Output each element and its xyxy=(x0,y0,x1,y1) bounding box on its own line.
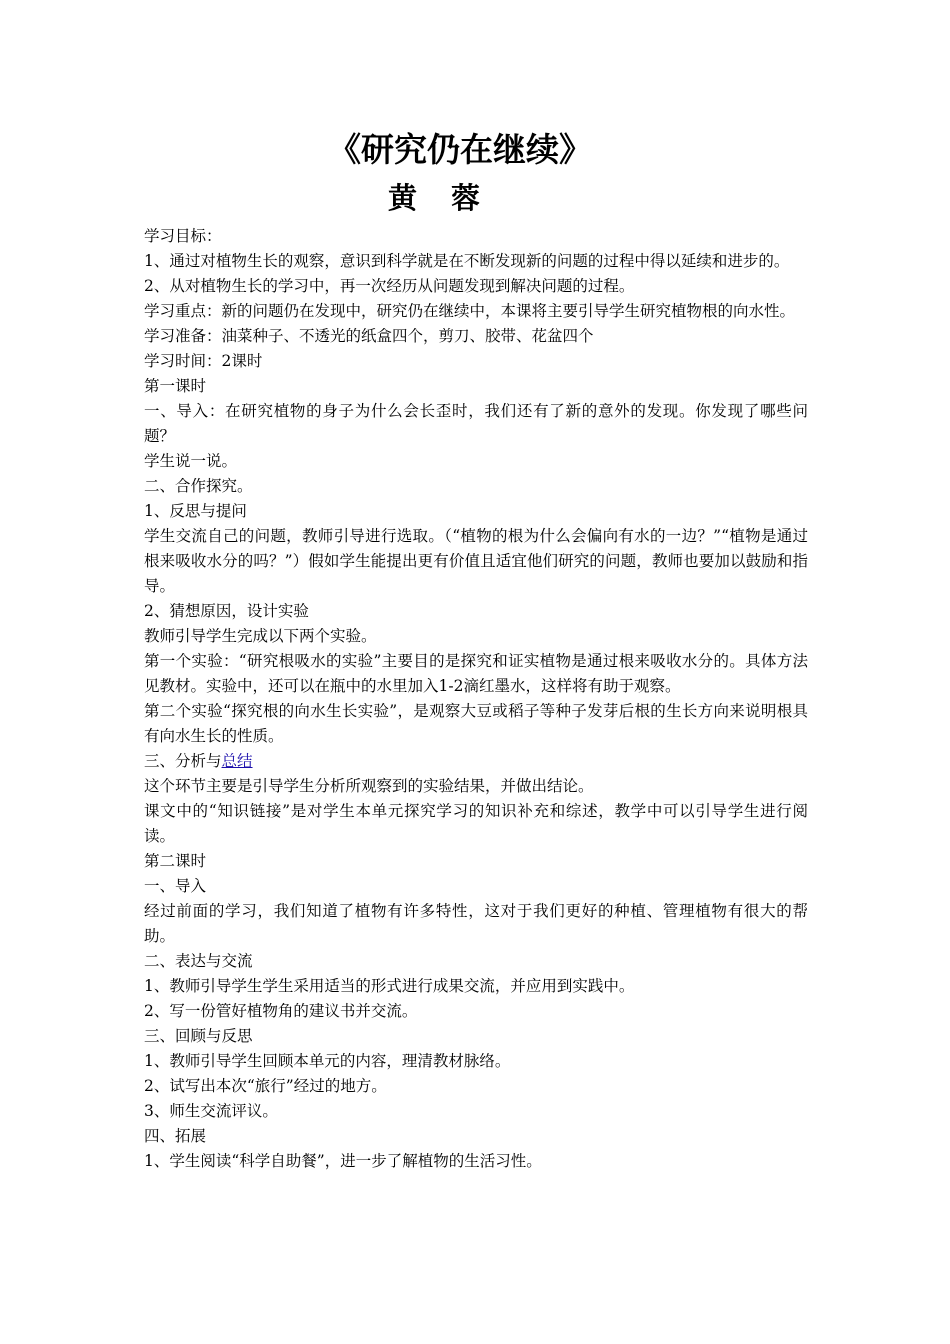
analysis-prefix: 三、分析与 xyxy=(144,752,222,770)
paragraph-intro-2-detail: 经过前面的学习，我们知道了植物有许多特性，这对于我们更好的种植、管理植物有很大的帮助。 xyxy=(144,902,808,945)
paragraph-exchange-2: 2、写一份管好植物角的建议书并交流。 xyxy=(144,1002,418,1020)
paragraph-duration: 学习时间：2课时 xyxy=(144,352,263,370)
paragraph-review-2: 2、试写出本次“旅行”经过的地方。 xyxy=(144,1077,387,1095)
paragraph-students-discuss: 学生说一说。 xyxy=(144,452,238,470)
paragraph-learning-goals-heading: 学习目标： xyxy=(144,227,222,245)
paragraph-experiment-2: 第二个实验“探究根的向水生长实验”，是观察大豆或稻子等种子发芽后根的生长方向来说明根具有向水生长的性质。 xyxy=(144,702,808,745)
paragraph-analysis-summary xyxy=(144,749,808,774)
paragraph-goal-2: 2、从对植物生长的学习中，再一次经历从问题发现到解决问题的过程。 xyxy=(144,277,635,295)
paragraph-two-experiments: 教师引导学生完成以下两个实验。 xyxy=(144,627,377,645)
paragraph-goal-1: 1、通过对植物生长的观察，意识到科学就是在不断发现新的问题的过程中得以延续和进步的。 xyxy=(144,252,790,270)
document-author: 黄 蓉 xyxy=(387,181,493,215)
summary-link[interactable]: 总结 xyxy=(221,752,253,770)
paragraph-extension: 四、拓展 xyxy=(144,1127,207,1145)
paragraph-extension-1: 1、学生阅读“科学自助餐”，进一步了解植物的生活习性。 xyxy=(144,1152,542,1170)
paragraph-student-questions: 学生交流自己的问题，教师引导进行选取。（“植物的根为什么会偏向有水的一边？”“植物是通过根来吸收水分的吗？”）假如学生能提出更有价值且适宜他们研究的问题，教师也要加以鼓励和指导。 xyxy=(144,527,808,595)
paragraph-knowledge-link: 课文中的“知识链接”是对学生本单元探究学习的知识补充和综述，教学中可以引导学生进行阅读。 xyxy=(144,802,808,845)
paragraph-preparation: 学习准备：油菜种子、不透光的纸盒四个，剪刀、胶带、花盆四个 xyxy=(144,327,594,345)
paragraph-reflect-ask: 1、反思与提问 xyxy=(144,502,247,520)
paragraph-key-points: 学习重点：新的问题仍在发现中，研究仍在继续中，本课将主要引导学生研究植物根的向水性。 xyxy=(144,302,796,320)
document-title: 《研究仍在继续》 xyxy=(328,130,592,169)
paragraph-lesson-2-heading: 第二课时 xyxy=(144,852,207,870)
paragraph-review-3: 3、师生交流评议。 xyxy=(144,1102,278,1120)
paragraph-review-reflect: 三、回顾与反思 xyxy=(144,1027,253,1045)
paragraph-lesson-1-heading: 第一课时 xyxy=(144,377,207,395)
paragraph-exchange-1: 1、教师引导学生学生采用适当的形式进行成果交流，并应用到实践中。 xyxy=(144,977,635,995)
paragraph-hypothesis: 2、猜想原因，设计实验 xyxy=(144,602,309,620)
paragraph-introduction: 一、导入：在研究植物的身子为什么会长歪时，我们还有了新的意外的发现。你发现了哪些问题？ xyxy=(144,402,808,445)
paragraph-express-exchange: 二、表达与交流 xyxy=(144,952,253,970)
paragraph-cooperative-inquiry: 二、合作探究。 xyxy=(144,477,253,495)
document-body xyxy=(144,224,808,1174)
paragraph-analysis-detail: 这个环节主要是引导学生分析所观察到的实验结果，并做出结论。 xyxy=(144,777,594,795)
paragraph-intro-2: 一、导入 xyxy=(144,877,207,895)
paragraph-review-1: 1、教师引导学生回顾本单元的内容，理清教材脉络。 xyxy=(144,1052,511,1070)
paragraph-experiment-1: 第一个实验：“研究根吸水的实验”主要目的是探究和证实植物是通过根来吸收水分的。具体方法见教材。实验中，还可以在瓶中的水里加入1-2滴红墨水，这样将有助于观察。 xyxy=(144,652,808,695)
